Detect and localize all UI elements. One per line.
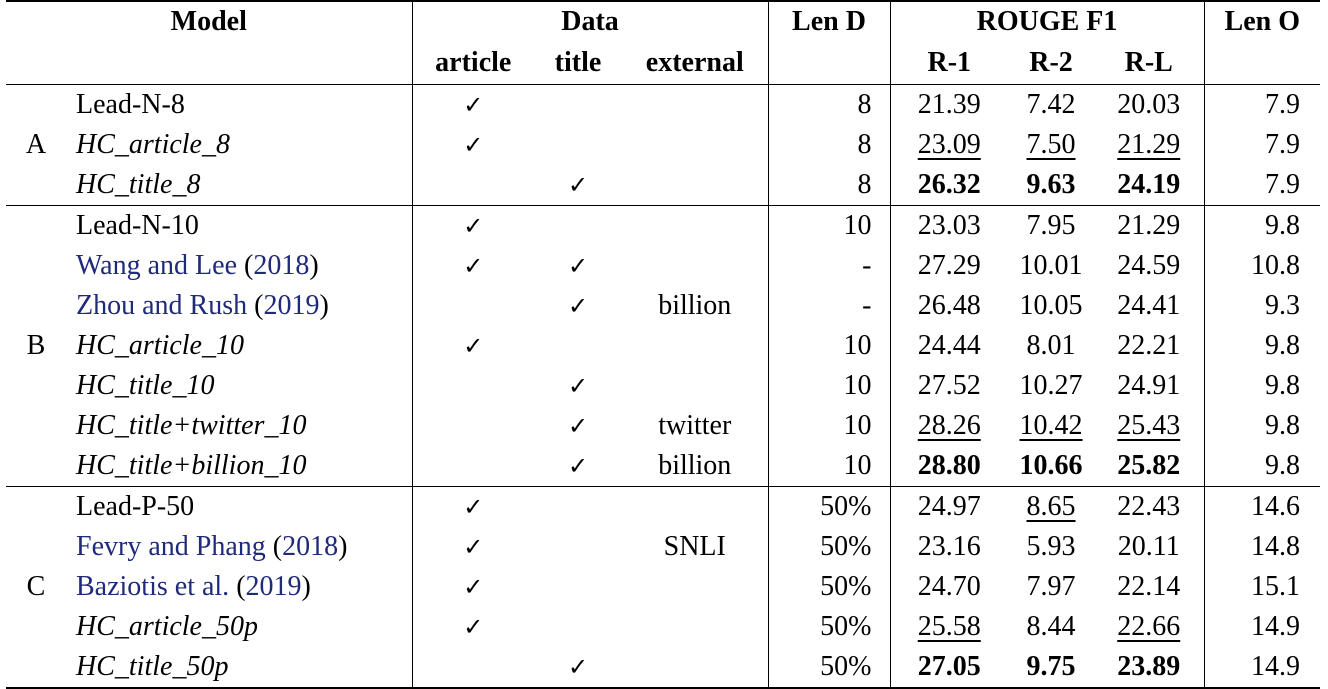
- title-check: [534, 125, 622, 165]
- len-o-cell: 9.8: [1265, 370, 1300, 401]
- article-check: [412, 446, 534, 487]
- len-d-cell: 10: [768, 206, 890, 247]
- rl-cell: 22.43: [1094, 487, 1204, 528]
- len-d-cell: 10: [768, 406, 890, 446]
- external-cell: billion: [622, 446, 768, 487]
- citation-link[interactable]: Fevry and Phang: [76, 531, 266, 562]
- rl-cell: 24.19: [1094, 165, 1204, 206]
- rl-value: 21.29: [1117, 129, 1181, 160]
- len-d-cell: -: [768, 246, 890, 286]
- len-o-cell: 9.8: [1265, 450, 1300, 481]
- r1-cell: 24.70: [917, 571, 981, 602]
- external-cell: SNLI: [622, 527, 768, 567]
- len-d-cell: 10: [768, 446, 890, 487]
- header-rl: R-L: [1094, 42, 1204, 85]
- article-check: ✓: [463, 91, 484, 119]
- r2-cell: 10.01: [1019, 250, 1083, 281]
- table-row: [6, 165, 1320, 206]
- title-check: ✓: [567, 372, 589, 400]
- header-rouge: [890, 1, 1204, 42]
- header-len-d-sub: [768, 42, 890, 85]
- len-d-cell: -: [768, 286, 890, 326]
- r2-cell: 9.63: [1026, 169, 1076, 200]
- title-check: ✓: [567, 292, 589, 320]
- title-check: [534, 527, 622, 567]
- rl-cell: 21.29: [1094, 206, 1204, 247]
- r1-cell: 21.39: [917, 89, 981, 120]
- table-row: [6, 125, 1320, 165]
- model-cell: HC_title+billion_10: [66, 446, 412, 487]
- r2-cell: 10.66: [1019, 450, 1083, 481]
- len-o-cell: 9.8: [1265, 330, 1300, 361]
- len-o-cell: 14.6: [1204, 487, 1320, 528]
- r2-cell: 7.42: [1026, 89, 1076, 120]
- external-cell: [622, 366, 768, 406]
- header-len-d: Len D: [768, 1, 890, 42]
- header-len-o-sub: [1204, 42, 1320, 85]
- r2-cell: 10.05: [1019, 290, 1083, 321]
- len-d-cell: 50%: [768, 487, 890, 528]
- r2-cell: 8.65: [1008, 487, 1094, 528]
- group-label-c: C: [6, 487, 66, 689]
- rl-cell: 20.03: [1094, 85, 1204, 126]
- header-len-o: Len O: [1204, 1, 1320, 42]
- model-cell: Fevry and Phang (2018): [66, 527, 412, 567]
- table-row: [6, 647, 1320, 688]
- model-cell: HC_title_50p: [66, 647, 412, 688]
- r1-cell: 24.97: [890, 487, 1008, 528]
- table-row: [6, 85, 1320, 126]
- article-check: [412, 286, 534, 326]
- external-cell: [622, 487, 768, 528]
- article-check: ✓: [463, 332, 484, 360]
- rl-cell: [1094, 607, 1204, 647]
- table-row: [6, 607, 1320, 647]
- external-cell: [622, 326, 768, 366]
- model-cell: HC_article_8: [66, 125, 412, 165]
- external-cell: [622, 165, 768, 206]
- model-cell: HC_article_10: [66, 326, 412, 366]
- article-check: ✓: [463, 252, 484, 280]
- title-check: ✓: [567, 252, 589, 280]
- title-check: [534, 85, 622, 126]
- external-cell: [622, 85, 768, 126]
- header-rouge-text: ROUGE F1: [976, 6, 1118, 37]
- model-cell: HC_title+twitter_10: [66, 406, 412, 446]
- model-cell: Wang and Lee (2018): [66, 246, 412, 286]
- rl-cell: 24.41: [1094, 286, 1204, 326]
- model-cell: Baziotis et al. (2019): [66, 567, 412, 607]
- external-cell: [622, 246, 768, 286]
- r2-cell: 8.44: [1026, 611, 1076, 642]
- title-check: [534, 326, 622, 366]
- article-check: ✓: [412, 206, 534, 247]
- len-o-cell: 7.9: [1265, 169, 1300, 200]
- len-d-cell: 10: [768, 366, 890, 406]
- len-o-cell: 14.8: [1251, 531, 1300, 562]
- model-cell: Lead-N-10: [66, 206, 412, 247]
- table-row: [6, 527, 1320, 567]
- external-cell: [622, 607, 768, 647]
- results-table: [6, 0, 1320, 689]
- article-check: ✓: [463, 131, 484, 159]
- external-cell: [622, 125, 768, 165]
- rl-cell: 25.82: [1094, 446, 1204, 487]
- len-d-cell: 50%: [768, 527, 890, 567]
- rl-cell: [1094, 406, 1204, 446]
- header-model: Model: [6, 1, 412, 42]
- citation-year-link[interactable]: 2019: [263, 290, 320, 321]
- external-cell: [622, 567, 768, 607]
- external-cell: billion: [622, 286, 768, 326]
- title-check: [534, 206, 622, 247]
- citation-link[interactable]: Zhou and Rush: [76, 290, 248, 321]
- citation-year-link[interactable]: 2018: [253, 250, 310, 281]
- len-o-cell: 9.8: [1204, 206, 1320, 247]
- table-row: [6, 567, 1320, 607]
- model-cell: Zhou and Rush (2019): [66, 286, 412, 326]
- rl-cell: 23.89: [1094, 647, 1204, 688]
- r1-cell: 24.44: [917, 330, 981, 361]
- rl-cell: 22.21: [1094, 326, 1204, 366]
- header-row-1: [6, 1, 1320, 42]
- table-row: [6, 286, 1320, 326]
- rl-cell: 20.11: [1094, 527, 1204, 567]
- r1-cell: 28.80: [917, 450, 981, 481]
- len-d-cell: 50%: [768, 567, 890, 607]
- len-d-cell: 8: [768, 165, 890, 206]
- table-row: [6, 326, 1320, 366]
- r2-cell: 10.27: [1019, 370, 1083, 401]
- title-check: ✓: [567, 452, 589, 480]
- title-check: ✓: [567, 171, 589, 199]
- title-check: [534, 567, 622, 607]
- table-row: [6, 206, 1320, 247]
- title-check: [534, 607, 622, 647]
- table-row: [6, 406, 1320, 446]
- header-title: title: [534, 42, 622, 85]
- external-cell: [622, 206, 768, 247]
- article-check: [412, 165, 534, 206]
- r1-cell: 27.05: [890, 647, 1008, 688]
- r1-cell: 26.48: [917, 290, 981, 321]
- citation-link[interactable]: Wang and Lee: [76, 250, 237, 281]
- len-d-cell: 50%: [768, 607, 890, 647]
- r2-cell: 7.50: [1026, 129, 1076, 160]
- model-cell: HC_title_8: [66, 165, 412, 206]
- article-check: ✓: [463, 533, 484, 561]
- article-check: ✓: [463, 573, 484, 601]
- r2-cell: 7.97: [1026, 571, 1076, 602]
- model-cell: Lead-P-50: [66, 487, 412, 528]
- group-label-a: A: [25, 129, 47, 160]
- r1-cell: 25.58: [917, 611, 981, 642]
- r1-cell: 23.03: [890, 206, 1008, 247]
- len-d-cell: 10: [768, 326, 890, 366]
- len-o-cell: 9.8: [1265, 410, 1300, 441]
- r1-cell: 26.32: [917, 169, 981, 200]
- r1-cell: 23.16: [917, 531, 981, 562]
- r2-cell: 7.95: [1008, 206, 1094, 247]
- header-data: Data: [412, 1, 768, 42]
- rl-cell: 24.59: [1094, 246, 1204, 286]
- len-o-cell: 10.8: [1251, 250, 1300, 281]
- model-cell: HC_article_50p: [66, 607, 412, 647]
- header-external: external: [622, 42, 768, 85]
- len-o-cell: 9.3: [1265, 290, 1300, 321]
- len-o-cell: 15.1: [1251, 571, 1300, 602]
- header-row-2: [6, 42, 1320, 85]
- header-r2: R-2: [1008, 42, 1094, 85]
- header-article: article: [412, 42, 534, 85]
- header-model-sub: [6, 42, 412, 85]
- r1-cell: 23.09: [917, 129, 981, 160]
- len-o-cell: 14.9: [1204, 647, 1320, 688]
- article-check: [412, 366, 534, 406]
- citation-year-link[interactable]: 2018: [282, 531, 339, 562]
- r2-cell: 9.75: [1008, 647, 1094, 688]
- citation-year-link[interactable]: 2019: [245, 571, 302, 602]
- article-check: ✓: [463, 613, 484, 641]
- model-cell: HC_title_10: [66, 366, 412, 406]
- external-cell: twitter: [622, 406, 768, 446]
- rl-value: 25.43: [1117, 410, 1181, 441]
- r2-cell: 10.42: [1019, 410, 1083, 441]
- len-o-cell: 7.9: [1265, 129, 1300, 160]
- rl-value: 22.66: [1117, 611, 1181, 642]
- r2-cell: 8.01: [1026, 330, 1076, 361]
- r2-cell: 5.93: [1026, 531, 1076, 562]
- external-cell: [622, 647, 768, 688]
- table-row: [6, 487, 1320, 528]
- article-check: [412, 406, 534, 446]
- rl-cell: 22.14: [1094, 567, 1204, 607]
- table-row: [6, 246, 1320, 286]
- table-row: [6, 366, 1320, 406]
- title-check: ✓: [567, 412, 589, 440]
- len-o-cell: 14.9: [1251, 611, 1300, 642]
- citation-link[interactable]: Baziotis et al.: [76, 571, 230, 602]
- article-check: [412, 647, 534, 688]
- header-r1: R-1: [890, 42, 1008, 85]
- r1-cell: 27.52: [917, 370, 981, 401]
- group-label-b: B: [6, 206, 66, 487]
- r1-cell: 28.26: [917, 410, 981, 441]
- len-d-cell: 8: [768, 85, 890, 126]
- model-cell: Lead-N-8: [66, 85, 412, 126]
- rl-cell: 24.91: [1094, 366, 1204, 406]
- len-o-cell: 7.9: [1265, 89, 1300, 120]
- r1-cell: 27.29: [917, 250, 981, 281]
- article-check: ✓: [412, 487, 534, 528]
- table-row: [6, 446, 1320, 487]
- len-d-cell: 8: [768, 125, 890, 165]
- rl-cell: [1094, 125, 1204, 165]
- title-check: [534, 487, 622, 528]
- len-d-cell: 50%: [768, 647, 890, 688]
- title-check: ✓: [534, 647, 622, 688]
